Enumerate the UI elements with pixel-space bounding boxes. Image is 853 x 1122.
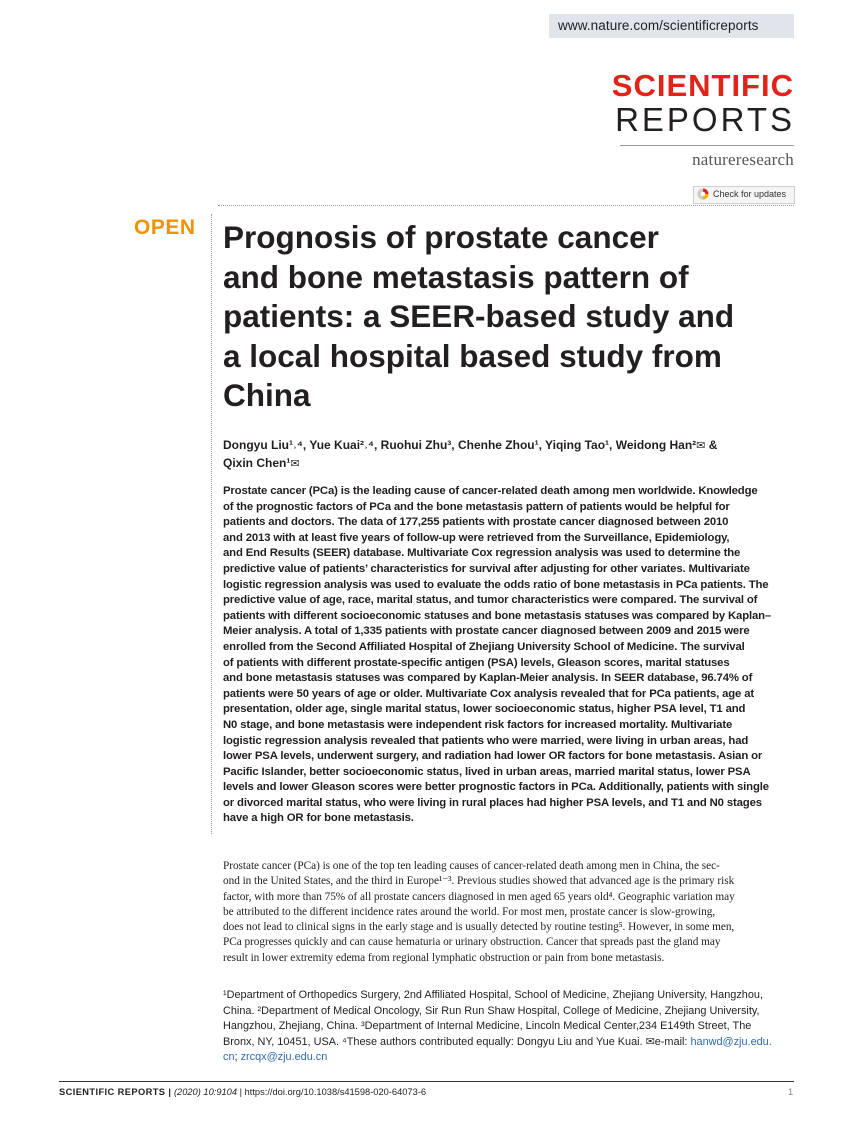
article-title bbox=[223, 218, 823, 416]
authors-amp: & bbox=[705, 438, 718, 452]
email-envelope-icon[interactable]: ✉ bbox=[696, 440, 706, 452]
affiliation-text: Bronx, NY, 10451, USA. ⁴These authors contributed equally: Dongyu Liu and Yue Kuai. ✉e-mail: bbox=[223, 1035, 691, 1048]
header-dotted-rule bbox=[218, 205, 794, 206]
abstract-line: of patients with different prostate-specific antigen (PSA) levels, Gleason scores, marital statuses bbox=[223, 656, 730, 669]
title-line: a local hospital based study from bbox=[223, 337, 722, 374]
author-line bbox=[223, 437, 793, 455]
abstract-line: Meier analysis. A total of 1,335 patients with prostate cancer diagnosed between 2009 and 2015 were bbox=[223, 625, 750, 638]
abstract-line: levels and lower Gleason scores were better prognostic factors in PCa. Additionally, patients with single bbox=[223, 781, 769, 794]
footer-divider bbox=[59, 1081, 794, 1082]
abstract-line: patients were 50 years of age or older. Multivariate Cox analysis revealed that for PCa patients, age at bbox=[223, 687, 754, 700]
abstract-line: of the prognostic factors of PCa and the bone metastasis pattern of patients would be helpful for bbox=[223, 500, 730, 513]
introduction-paragraph bbox=[223, 859, 797, 966]
footer-citation: (2020) 10:9104 bbox=[171, 1087, 240, 1097]
email-envelope-icon[interactable]: ✉ bbox=[290, 458, 300, 470]
logo-scientific: SCIENTIFIC bbox=[611, 68, 794, 103]
logo-divider bbox=[620, 145, 794, 146]
abstract-line: predictive value of patients’ characteristics for survival after adjusting for other variates. Multivariate bbox=[223, 562, 750, 575]
open-access-label: OPEN bbox=[134, 216, 196, 239]
email-separator: ; bbox=[234, 1051, 241, 1064]
abstract-line: logistic regression analysis revealed that patients who were married, were living in urban areas, had bbox=[223, 734, 749, 747]
email-link-hanwd-cont[interactable]: cn bbox=[223, 1051, 235, 1064]
logo-reports: REPORTS bbox=[615, 101, 795, 138]
abstract-line: lower PSA levels, underwent surgery, and radiation had lower OR factors for bone metastasis. Asian or bbox=[223, 750, 763, 763]
abstract-line: Prostate cancer (PCa) is the leading cause of cancer-related death among men worldwide. Knowledge bbox=[223, 485, 758, 497]
title-line: patients: a SEER-based study and bbox=[223, 298, 735, 334]
title-line: China bbox=[223, 377, 311, 413]
affiliation-line bbox=[223, 1035, 797, 1051]
abstract-line: Pacific Islander, better socioeconomic status, lived in urban areas, married marital status, lower PSA bbox=[223, 765, 751, 778]
affiliation-line: ¹Department of Orthopedics Surgery, 2nd Affiliated Hospital, School of Medicine, Zhejiang University, Hangzhou, bbox=[223, 989, 763, 1001]
affiliations bbox=[223, 988, 797, 1066]
page-number: 1 bbox=[788, 1087, 794, 1097]
margin-dotted-rule bbox=[211, 214, 212, 834]
intro-line: ond in the United States, and the third in Europe¹⁻³. Previous studies showed that advanced age is the primary risk bbox=[223, 875, 735, 888]
abstract-line: presentation, older age, single marital status, lower socioeconomic status, higher PSA level, T1 and bbox=[223, 703, 746, 716]
affiliation-line: Hangzhou, Zhejiang, China. ³Department of Internal Medicine, Lincoln Medical Center,234 E149th Street, The bbox=[223, 1020, 752, 1033]
intro-line: result in lower extremity edema from regional lymphatic obstruction or pain from bone metastasis. bbox=[223, 951, 665, 964]
affiliation-line bbox=[223, 1050, 797, 1066]
abstract-line: predictive value of age, race, marital status, and tumor characteristics were compared. The survival of bbox=[223, 594, 758, 607]
email-link-zrcqx[interactable]: zrcqx@zju.edu.cn bbox=[240, 1051, 328, 1064]
abstract-line: patients with different socioeconomic statuses and bone metastasis statuses was compared by Kaplan– bbox=[223, 609, 772, 622]
intro-line: PCa progresses quickly and can cause hematuria or urinary obstruction. Cancer that spreads past the gland may bbox=[223, 936, 721, 949]
check-for-updates-label: Check for updates bbox=[713, 189, 787, 199]
title-line: Prognosis of prostate cancer bbox=[223, 219, 659, 255]
footer bbox=[59, 1087, 426, 1097]
crossmark-icon bbox=[697, 188, 709, 200]
title-line: and bone metastasis pattern of bbox=[223, 258, 689, 295]
affiliation-line: China. ²Department of Medical Oncology, Sir Run Run Shaw Hospital, College of Medicine, Zhejiang University, bbox=[223, 1004, 760, 1017]
abstract-line: enrolled from the Second Affiliated Hospital of Zhejiang University School of Medicine. The survival bbox=[223, 640, 745, 653]
author-list bbox=[223, 437, 793, 473]
intro-line: Prostate cancer (PCa) is one of the top ten leading causes of cancer-related death among men in China, the sec- bbox=[223, 860, 720, 872]
intro-line: factor, with more than 75% of all prostate cancers diagnosed in men aged 65 years old⁴. Geographic variation may bbox=[223, 890, 735, 903]
abstract bbox=[223, 484, 797, 827]
abstract-line: and bone metastasis statuses was compared by Kaplan-Meier analysis. In SEER database, 96.74% of bbox=[223, 672, 753, 685]
abstract-line: logistic regression analysis was used to evaluate the odds ratio of bone metastasis in PCa patients. The bbox=[223, 578, 769, 591]
abstract-line: and End Results (SEER) database. Multivariate Cox regression analysis was used to determine the bbox=[223, 547, 741, 560]
abstract-line: patients and doctors. The data of 177,255 patients with prostate cancer diagnosed between 2010 bbox=[223, 516, 729, 529]
email-link-hanwd[interactable]: hanwd@zju.edu. bbox=[690, 1035, 772, 1048]
authors-text: Dongyu Liu¹˒⁴, Yue Kuai²˒⁴, Ruohui Zhu³, Chenhe Zhou¹, Yiqing Tao¹, Weidong Han² bbox=[223, 438, 697, 452]
author-line bbox=[223, 455, 793, 473]
abstract-line: or divorced marital status, who were living in rural places had higher PSA levels, and T1 and N0 stages bbox=[223, 796, 762, 809]
intro-line: be attributed to the different incidence rates around the world. For most men, prostate cancer is slow-growing, bbox=[223, 905, 716, 918]
authors-text: Qixin Chen¹ bbox=[223, 456, 291, 470]
abstract-line: N0 stage, and bone metastasis were independent risk factors for increased mortality. Multivariate bbox=[223, 718, 733, 731]
abstract-line: have a high OR for bone metastasis. bbox=[223, 812, 414, 825]
abstract-line: and 2013 with at least five years of follow-up were retrieved from the Surveillance, Epidemiology, bbox=[223, 531, 730, 544]
footer-doi-link[interactable]: | https://doi.org/10.1038/s41598-020-64073-6 bbox=[239, 1087, 427, 1097]
journal-url[interactable]: www.nature.com/scientificreports bbox=[558, 18, 759, 33]
footer-journal: SCIENTIFIC REPORTS | bbox=[59, 1087, 172, 1097]
intro-line: does not lead to clinical signs in the early stage and is usually detected by routine testing⁵. However, in some men, bbox=[223, 921, 735, 934]
publisher-name: natureresearch bbox=[692, 150, 794, 169]
